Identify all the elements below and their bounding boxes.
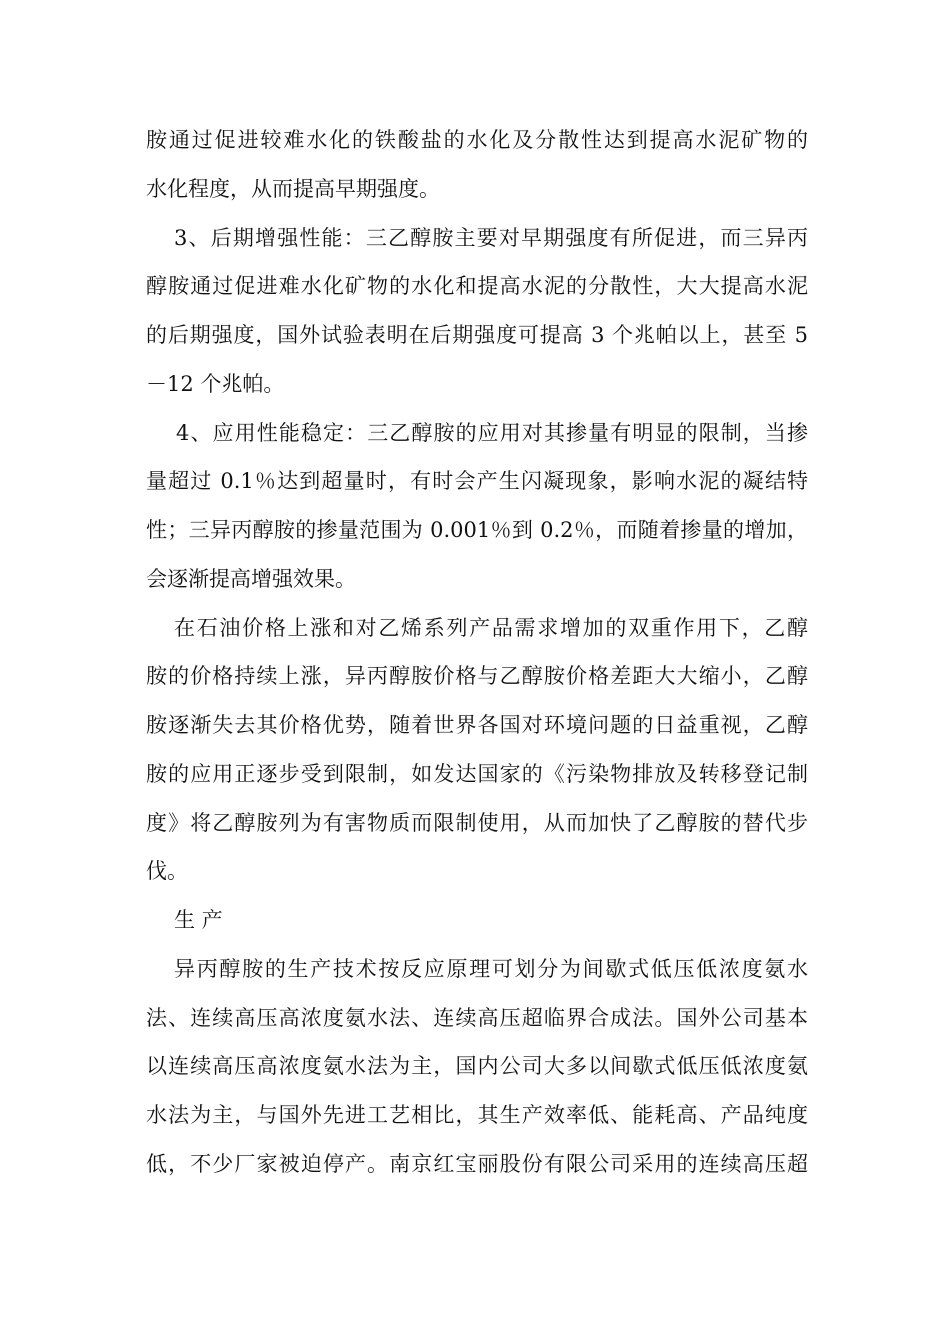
text-line: 胺逐渐失去其价格优势，随着世界各国对环境问题的日益重视，乙醇 bbox=[146, 713, 808, 737]
text-line: 在石油价格上涨和对乙烯系列产品需求增加的双重作用下，乙醇 bbox=[174, 615, 808, 640]
text-line: 以连续高压高浓度氨水法为主，国内公司大多以间歇式低压低浓度氨 bbox=[146, 1054, 808, 1079]
text-line: 醇胺通过促进难水化矿物的水化和提高水泥的分散性，大大提高水泥 bbox=[146, 274, 808, 299]
text-line: 胺的应用正逐步受到限制，如发达国家的《污染物排放及转移登记制 bbox=[146, 761, 808, 786]
text-line: 3、后期增强性能：三乙醇胺主要对早期强度有所促进，而三异丙 bbox=[174, 225, 808, 250]
text-line: 伐。 bbox=[146, 859, 188, 884]
text-line: 的后期强度，国外试验表明在后期强度可提高 3 个兆帕以上，甚至 5 bbox=[146, 323, 808, 347]
text-line: 水化程度，从而提高早期强度。 bbox=[146, 176, 440, 201]
text-line: 会逐渐提高增强效果。 bbox=[146, 566, 356, 591]
text-line: 量超过 0.1％达到超量时，有时会产生闪凝现象，影响水泥的凝结特 bbox=[146, 469, 808, 494]
text-line: 低，不少厂家被迫停产。南京红宝丽股份有限公司采用的连续高压超 bbox=[146, 1151, 808, 1176]
document-page bbox=[146, 116, 808, 1189]
text-line: 水法为主，与国外先进工艺相比，其生产效率低、能耗高、产品纯度 bbox=[146, 1103, 808, 1127]
text-line: 胺的价格持续上涨，异丙醇胺价格与乙醇胺价格差距大大缩小，乙醇 bbox=[146, 664, 808, 689]
text-line: 胺通过促进较难水化的铁酸盐的水化及分散性达到提高水泥矿物的 bbox=[146, 128, 808, 152]
text-line: 异丙醇胺的生产技术按反应原理可划分为间歇式低压低浓度氨水 bbox=[174, 956, 808, 981]
text-line: －12 个兆帕。 bbox=[146, 371, 285, 396]
text-line: 性；三异丙醇胺的掺量范围为 0.001％到 0.2％，而随着掺量的增加， bbox=[146, 518, 808, 542]
text-line: 法、连续高压高浓度氨水法、连续高压超临界合成法。国外公司基本 bbox=[146, 1005, 808, 1030]
text-line: 度》将乙醇胺列为有害物质而限制使用，从而加快了乙醇胺的替代步 bbox=[146, 810, 808, 835]
text-line: 4、应用性能稳定：三乙醇胺的应用对其掺量有明显的限制，当掺 bbox=[176, 420, 808, 445]
section-heading: 生 产 bbox=[174, 908, 223, 932]
